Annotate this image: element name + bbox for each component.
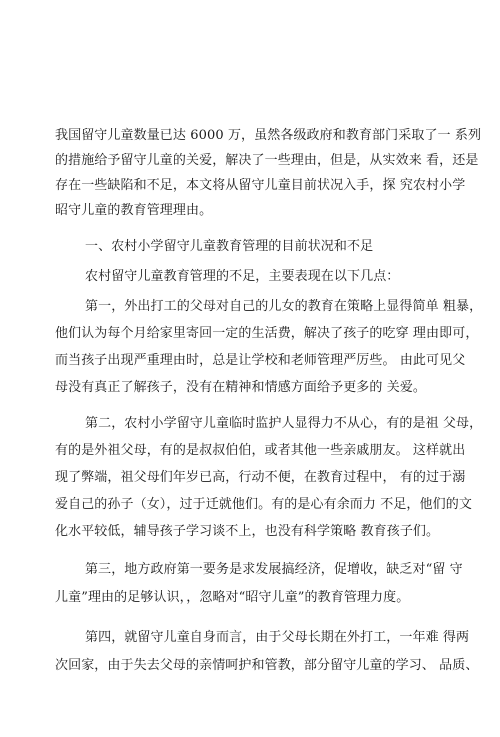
paragraph-line-17 xyxy=(0,588,500,608)
paragraph-line-9 xyxy=(0,351,500,371)
line-text: 昭守儿童的教育管理理由。 xyxy=(55,203,213,218)
line-text: 儿童”理由的足够认识，，忽略对“昭守儿童”的教育管理力度。 xyxy=(55,590,410,605)
paragraph-line-15 xyxy=(0,522,500,542)
paragraph-line-13 xyxy=(0,468,500,488)
line-text: 第一，外出打工的父母对自己的儿女的教育在策略上显得简单 粗暴， xyxy=(85,299,483,314)
paragraph-line-2 xyxy=(0,151,500,171)
line-text: 化水平较低，辅导孩子学习谈不上，也没有科学策略 教育孩子们。 xyxy=(55,524,440,539)
line-text: 现了弊端，祖父母们年岁已高，行动不便，在教育过程中， 有的过于溺 xyxy=(55,470,466,485)
paragraph-line-16 xyxy=(0,560,500,580)
paragraph-line-8 xyxy=(0,324,500,344)
line-text: 第四，就留守儿童自身而言，由于父母长期在外打工，一年难 得两 xyxy=(85,630,470,645)
line-text: 母没有真正了解孩子，没有在精神和情感方面给予更多的 关爱。 xyxy=(55,380,427,395)
line-text: 而当孩子出现严重理由时，总是让学校和老师管理严厉些。 由此可见父 xyxy=(55,353,466,368)
line-text: 有的是外祖父母，有的是叔叔伯伯，或者其他一些亲戚朋友。 这样就出 xyxy=(55,443,466,458)
line-text: 存在一些缺陷和不足，本文将从留守儿童目前状况入手，探 究农村小学 xyxy=(55,178,466,193)
paragraph-line-1 xyxy=(0,126,500,146)
line-text: 第二，农村小学留守儿童临时监护人显得力不从心，有的是祖 父母， xyxy=(85,416,483,431)
line-text: 爱自己的孙子（女），过于迁就他们。有的是心有余而力 不足，他们的文 xyxy=(55,497,472,512)
paragraph-line-4 xyxy=(0,201,500,221)
line-text: 我国留守儿童数量已达 6000 万，虽然各级政府和教育部门采取了一 系列 xyxy=(55,128,482,143)
paragraph-line-10 xyxy=(0,378,500,398)
heading-text: 一、农村小学留守儿童教育管理的目前状况和不足 xyxy=(85,239,374,254)
line-text: 次回家，由于失去父母的亲情呵护和管教，部分留守儿童的学习、 品质、 xyxy=(55,658,479,673)
paragraph-line-3 xyxy=(0,176,500,196)
line-text: 的措施给予留守儿童的关爱，解决了一些理由，但是，从实效来 看，还是 xyxy=(55,153,479,168)
paragraph-line-12 xyxy=(0,441,500,461)
line-text: 他们认为每个月给家里寄回一定的生活费，解决了孩子的吃穿 理由即可， xyxy=(55,326,479,341)
paragraph-line-7 xyxy=(0,297,500,317)
paragraph-line-18 xyxy=(0,628,500,648)
paragraph-line-14 xyxy=(0,495,500,515)
line-text: 第三，地方政府第一要务是求发展搞经济，促增收，缺乏对“留 守 xyxy=(85,562,463,577)
paragraph-line-6 xyxy=(0,267,500,287)
section-heading xyxy=(0,237,500,257)
paragraph-line-19 xyxy=(0,656,500,676)
line-text: 农村留守儿童教育管理的不足，主要表现在以下几点： xyxy=(85,269,400,284)
paragraph-line-11 xyxy=(0,414,500,434)
